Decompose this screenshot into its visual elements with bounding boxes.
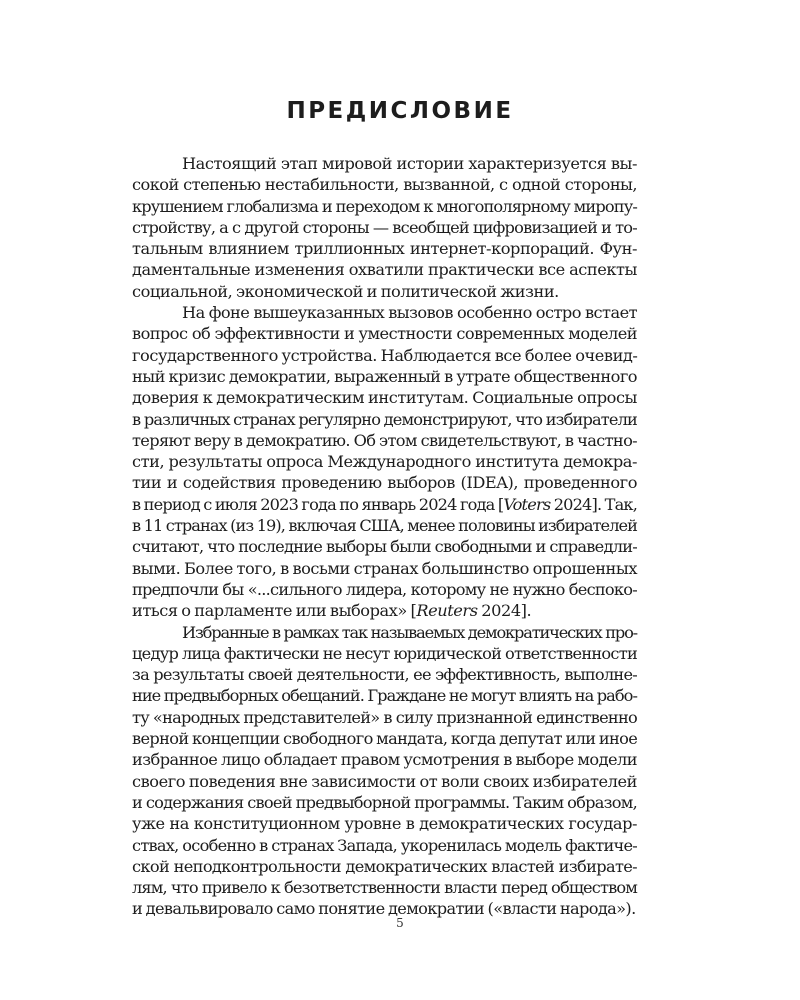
text-line: ской неподконтрольности демократических властей избирате-	[132, 856, 637, 876]
text-line: сти, результаты опроса Международного института демокра-	[132, 452, 637, 472]
text-line: в 11 странах (из 19), включая США, менее половины избирателей	[132, 516, 637, 536]
text-line: в период с июля 2023 года по январь 2024 года [Voters 2024]. Так,	[132, 494, 637, 514]
text-line: Избранные в рамках так называемых демократических про-	[182, 622, 637, 642]
text-line: тальным влиянием триллионных интернет-корпораций. Фун-	[132, 239, 637, 259]
text-line: На фоне вышеуказанных вызовов особенно остро встает	[182, 303, 637, 323]
text-line: Настоящий этап мировой истории характеризуется вы-	[182, 154, 637, 173]
text-line: и содержания своей предвыборной программы. Таким образом,	[132, 792, 637, 812]
text-line: ствах, особенно в странах Запада, укоренилась модель фактиче-	[132, 835, 637, 855]
text-line: стройству, а с другой стороны — всеобщей цифровизацией и то-	[132, 217, 637, 237]
text-line: ту «народных представителей» в силу признанной единственно	[132, 707, 637, 727]
body-text	[132, 153, 637, 920]
text-line: крушением глобализма и переходом к многополярному миропу-	[132, 196, 637, 216]
text-line: государственного устройства. Наблюдается все более очевид-	[132, 345, 638, 365]
page-number: 5	[396, 916, 404, 930]
text-line: избранное лицо обладает правом усмотрения в выборе модели	[132, 750, 637, 770]
text-line: сокой степенью нестабильности, вызванной, с одной стороны,	[132, 175, 637, 195]
text-line: иться о парламенте или выборах» [Reuters 2024].	[132, 601, 532, 621]
text-line: своего поведения вне зависимости от воли своих избирателей	[132, 771, 637, 791]
text-line: ние предвыборных обещаний. Граждане не могут влиять на рабо-	[132, 686, 637, 706]
text-line: теряют веру в демократию. Об этом свидетельствуют, в частно-	[132, 430, 637, 450]
text-line: предпочли бы «...сильного лидера, которому не нужно беспоко-	[132, 579, 637, 599]
text-line: тии и содействия проведению выборов (IDEA), проведенного	[132, 473, 637, 493]
text-line: вопрос об эффективности и уместности современных моделей	[132, 324, 637, 344]
text-line: уже на конституционном уровне в демократических государ-	[132, 814, 637, 834]
page-title: ПРЕДИСЛОВИЕ	[286, 98, 514, 124]
text-line: лям, что привело к безответственности власти перед обществом	[132, 878, 637, 898]
text-line: в различных странах регулярно демонстрируют, что избиратели	[132, 409, 637, 429]
text-line: ный кризис демократии, выраженный в утрате общественного	[132, 366, 637, 386]
text-line: считают, что последние выборы были свободными и справедли-	[132, 537, 637, 557]
text-line: выми. Более того, в восьми странах большинство опрошенных	[132, 558, 637, 578]
text-line: за результаты своей деятельности, ее эффективность, выполне-	[132, 665, 637, 685]
text-line: и девальвировало само понятие демократии («власти народа»).	[132, 899, 636, 919]
text-line: верной концепции свободного мандата, когда депутат или иное	[132, 729, 638, 749]
text-line: даментальные изменения охватили практически все аспекты	[132, 260, 637, 280]
text-line: доверия к демократическим институтам. Социальные опросы	[132, 388, 637, 408]
text-line: социальной, экономической и политической жизни.	[132, 281, 559, 301]
text-line: цедур лица фактически не несут юридической ответственности	[132, 643, 637, 663]
